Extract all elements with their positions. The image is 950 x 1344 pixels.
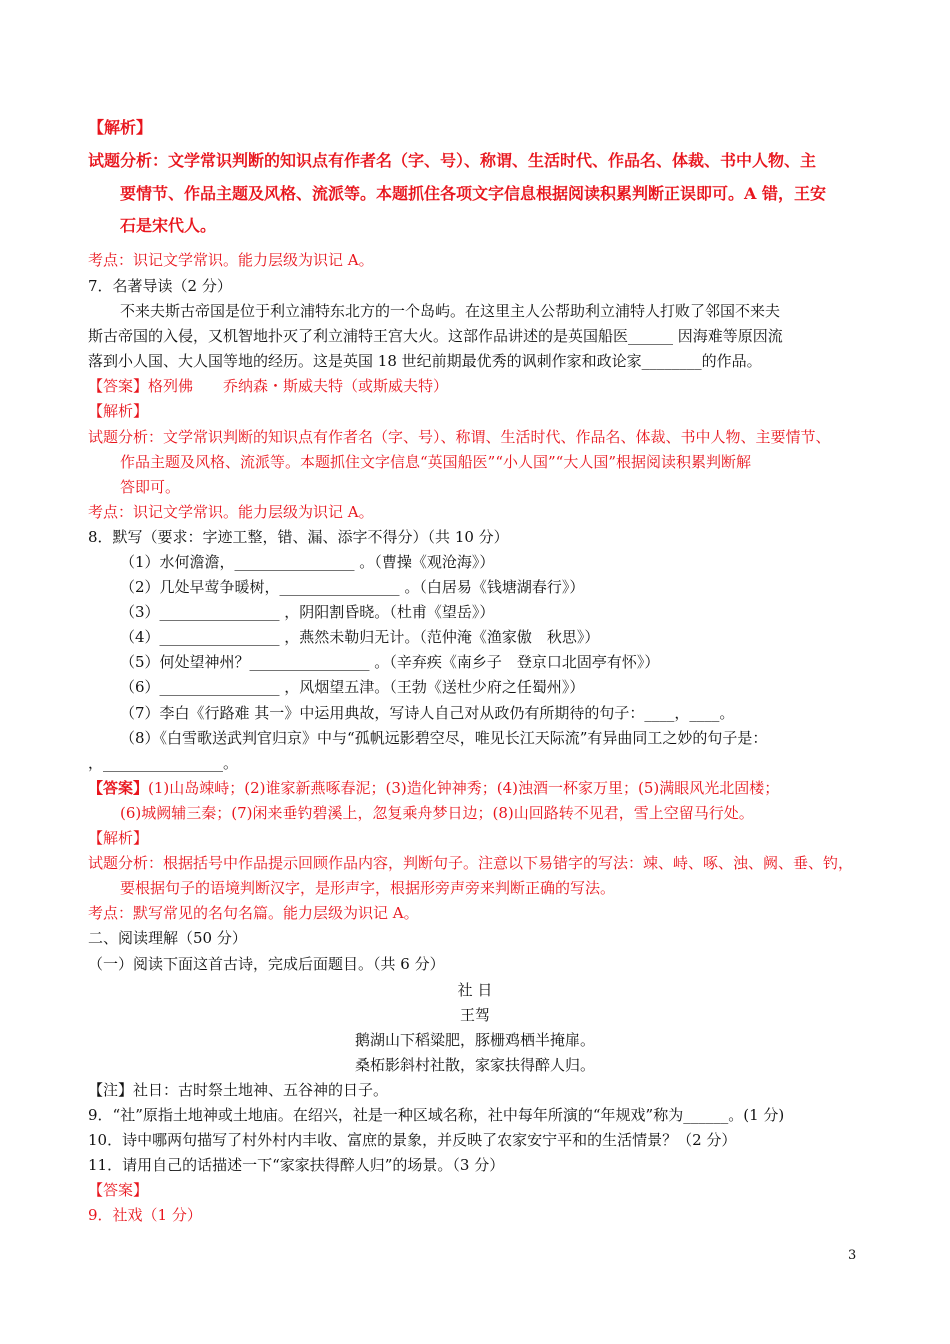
question-7: 7．名著导读（2 分） — [88, 277, 232, 295]
analysis-text: 试题分析：根据括号中作品提示回顾作品内容，判断句子。注意以下易错字的写法：竦、峙、啄、浊、阙、垂、钓， — [88, 854, 854, 872]
answer — [88, 778, 779, 798]
sub-question: ，________________。 — [88, 754, 239, 772]
paragraph: 斯古帝国的入侵，又机智地扑灭了利立浦特王宫大火。这部作品讲述的是英国船医______ 因海难等原因流 — [88, 327, 783, 345]
question-10: 10．诗中哪两句描写了村外村内丰收、富庶的景象，并反映了农家安宁平和的生活情景？（2 分） — [88, 1131, 737, 1149]
answer: 【答案】格列佛 乔纳森・斯威夫特（或斯威夫特） — [88, 377, 449, 395]
answer-label: 【答案】 — [88, 779, 149, 797]
analysis-text: 试题分析：文学常识判断的知识点有作者名（字、号）、称谓、生活时代、作品名、体裁、书中人物、主要情节、 — [88, 428, 831, 446]
answer-text: (1)山岛竦峙；(2)谁家新燕啄春泥；(3)造化钟神秀；(4)浊酒一杯家万里；(5)满眼风光北固楼； — [148, 779, 780, 797]
poem-note: 【注】社日：古时祭土地神、五谷神的日子。 — [88, 1081, 389, 1099]
paragraph: 落到小人国、大人国等地的经历。这是英国 18 世纪前期最优秀的讽刺作家和政论家________的作品。 — [88, 352, 762, 370]
question-11: 11．请用自己的话描述一下“家家扶得醉人归”的场景。（3 分） — [88, 1156, 505, 1174]
sub-question: （4）________________ ，燕然未勒归无计。（范仲淹《渔家傲 秋思》） — [120, 628, 600, 646]
analysis-heading: 【解析】 — [88, 829, 149, 847]
page-number: 3 — [848, 1248, 857, 1263]
key-point: 考点：默写常见的名句名篇。能力层级为识记 A。 — [88, 904, 419, 922]
analysis-text: 要根据句子的语境判断汉字，是形声字，根据形旁声旁来判断正确的写法。 — [120, 879, 616, 897]
sub-question: （7）李白《行路难 其一》中运用典故，写诗人自己对从政仍有所期待的句子：____，____。 — [120, 704, 735, 722]
sub-question: （2）几处早莺争暖树，________________ 。（白居易《钱塘湖春行》） — [120, 578, 585, 596]
sub-question: （3）________________ ，阴阳割昏晓。（杜甫《望岳》） — [120, 603, 495, 621]
answer-heading: 【答案】 — [88, 1181, 149, 1199]
poem-line: 桑柘影斜村社散，家家扶得醉人归。 — [354, 1056, 595, 1074]
sub-question: （8）《白雪歌送武判官归京》中与“孤帆远影碧空尽，唯见长江天际流”有异曲同工之妙的句子是： — [120, 729, 768, 747]
answer-text: (6)城阙辅三秦；(7)闲来垂钓碧溪上，忽复乘舟梦日边；(8)山回路转不见君，雪上空留马行处。 — [120, 804, 754, 822]
paragraph: 不来夫斯古帝国是位于利立浦特东北方的一个岛屿。在这里主人公帮助利立浦特人打败了邻国不来夫 — [120, 302, 781, 320]
question-8: 8．默写（要求：字迹工整，错、漏、添字不得分）（共 10 分） — [88, 528, 509, 546]
section-heading: 二、阅读理解（50 分） — [88, 929, 247, 947]
analysis-heading: 【解析】 — [88, 402, 149, 420]
poem-author: 王驾 — [459, 1006, 490, 1024]
analysis-heading: 【解析】 — [88, 118, 153, 137]
sub-question: （1）水何澹澹，________________ 。（曹操《观沧海》） — [120, 553, 495, 571]
analysis-text: 答即可。 — [120, 478, 181, 496]
poem-line: 鹅湖山下稻粱肥，豚栅鸡栖半掩扉。 — [354, 1031, 595, 1049]
key-point: 考点：识记文学常识。能力层级为识记 A。 — [88, 251, 374, 269]
analysis-text: 作品主题及风格、流派等。本题抓住文字信息“英国船医”“小人国”“大人国”根据阅读积累判断解 — [120, 453, 752, 471]
sub-question: （6）________________ ，风烟望五津。（王勃《送杜少府之任蜀州》） — [120, 678, 585, 696]
analysis-text: 石是宋代人。 — [120, 216, 217, 235]
analysis-text: 要情节、作品主题及风格、流派等。本题抓住各项文字信息根据阅读积累判断正误即可。A 错，王安 — [120, 184, 826, 203]
analysis-text: 试题分析：文学常识判断的知识点有作者名（字、号）、称谓、生活时代、作品名、体裁、书中人物、主 — [88, 151, 817, 170]
poem-title: 社 日 — [457, 981, 493, 999]
sub-question: （5）何处望神州？________________ 。（辛弃疾《南乡子 登京口北固亭有怀》） — [120, 653, 660, 671]
answer-text: 9．社戏（1 分） — [88, 1206, 202, 1224]
question-9: 9．“社”原指土地神或土地庙。在绍兴，社是一种区域名称，社中每年所演的“年规戏”称为______。(1 分) — [88, 1106, 785, 1124]
key-point: 考点：识记文学常识。能力层级为识记 A。 — [88, 503, 374, 521]
section-instruction: （一）阅读下面这首古诗，完成后面题目。（共 6 分） — [88, 955, 445, 973]
